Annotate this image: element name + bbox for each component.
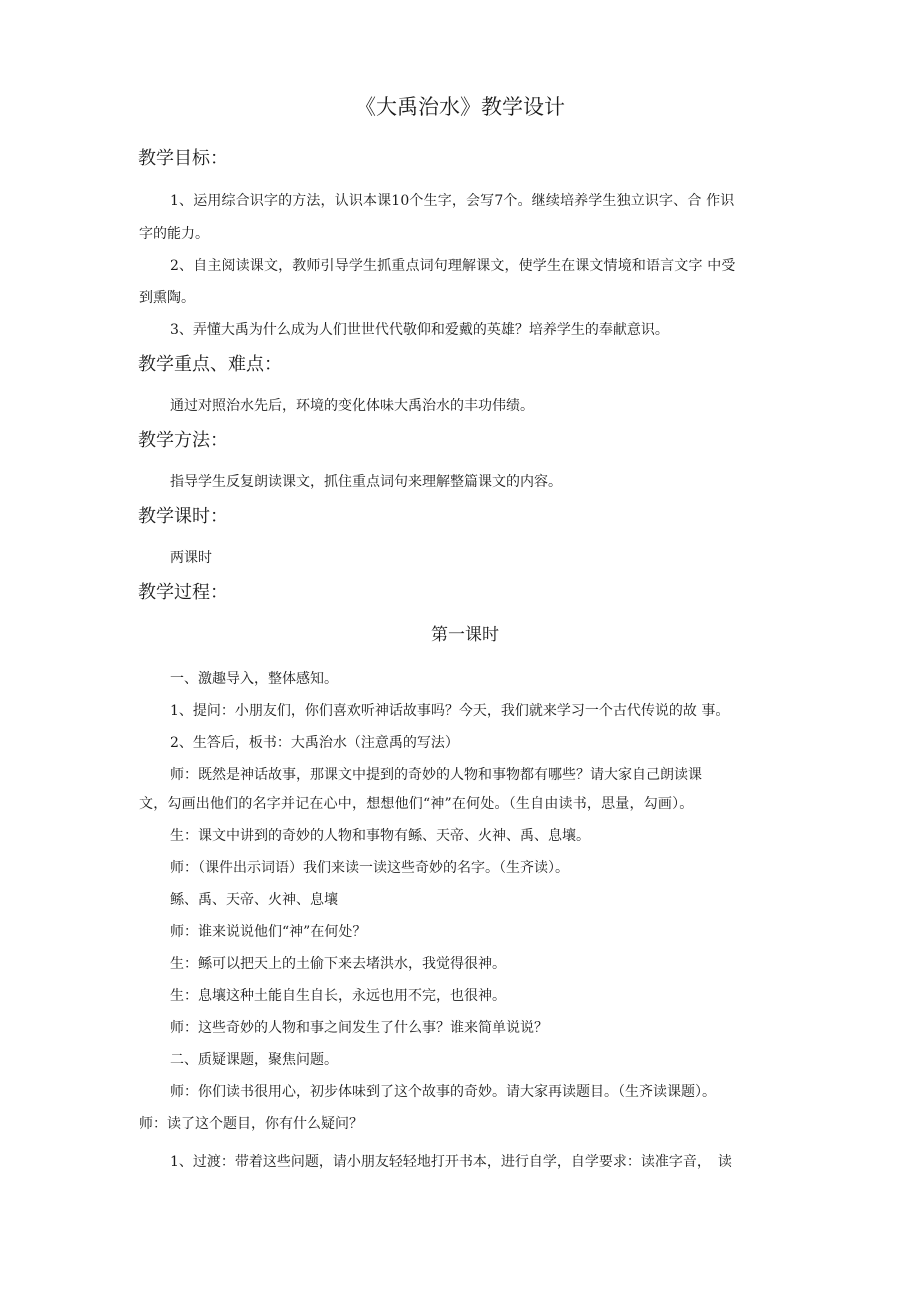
goal-line: 2、自主阅读课文，教师引导学生抓重点词句理解课文，使学生在课文情境和语言文字 中受: [170, 258, 736, 274]
process-line: 1、过渡：带着这些问题，请小朋友轻轻地打开书本，进行自学，自学要求：读准字音， 读: [170, 1154, 732, 1170]
key-points-text: 通过对照治水先后，环境的变化体味大禹治水的丰功伟绩。: [170, 398, 534, 414]
process-line: 2、生答后，板书：大禹治水（注意禹的写法）: [170, 735, 459, 751]
process-line: 生：课文中讲到的奇妙的人物和事物有鲧、天帝、火神、禹、息壤。: [170, 828, 590, 844]
process-line: 1、提问：小朋友们，你们喜欢听神话故事吗？今天，我们就来学习一个古代传说的故 事。: [170, 703, 730, 719]
process-line: 师：（课件出示词语）我们来读一读这些奇妙的名字。（生齐读）。: [170, 860, 569, 876]
document-title: 《大禹治水》教学设计: [355, 95, 565, 119]
process-line: 师：这些奇妙的人物和事之间发生了什么事？谁来简单说说？: [170, 1020, 548, 1036]
goal-line: 1、运用综合识字的方法，认识本课10个生字，会写7个。继续培养学生独立识字、合 作识: [170, 193, 735, 209]
section-heading-process: 教学过程：: [138, 582, 228, 603]
process-line: 师：读了这个题目，你有什么疑问？: [139, 1116, 363, 1132]
process-line: 文，勾画出他们的名字并记在心中，想想他们“神”在何处。（生自由读书，思量，勾画）。: [139, 796, 694, 812]
section-heading-hours: 教学课时：: [138, 506, 228, 527]
lesson-subtitle: 第一课时: [431, 625, 499, 645]
process-line: 二、质疑课题，聚焦问题。: [170, 1052, 338, 1068]
methods-text: 指导学生反复朗读课文，抓住重点词句来理解整篇课文的内容。: [170, 474, 562, 490]
process-line: 鲧、禹、天帝、火神、息壤: [170, 892, 338, 908]
process-line: 生：鲧可以把天上的土偷下来去堵洪水，我觉得很神。: [170, 956, 506, 972]
process-line: 一、激趣导入，整体感知。: [170, 671, 338, 687]
section-heading-methods: 教学方法：: [138, 430, 228, 451]
goal-line: 到熏陶。: [139, 290, 195, 306]
section-heading-goals: 教学目标：: [138, 148, 228, 169]
process-line: 师：既然是神话故事，那课文中提到的奇妙的人物和事物都有哪些？请大家自己朗读课: [170, 767, 702, 783]
goal-line: 3、弄懂大禹为什么成为人们世世代代敬仰和爱戴的英雄？培养学生的奉献意识。: [170, 322, 669, 338]
process-line: 师：谁来说说他们“神”在何处？: [170, 924, 367, 940]
process-line: 生：息壤这种土能自生自长，永远也用不完，也很神。: [170, 988, 506, 1004]
section-heading-key-points: 教学重点、难点：: [138, 354, 282, 375]
goal-line: 字的能力。: [139, 226, 209, 242]
process-line: 师：你们读书很用心，初步体味到了这个故事的奇妙。请大家再读题目。（生齐读课题）。: [170, 1084, 716, 1100]
hours-text: 两课时: [170, 550, 212, 566]
